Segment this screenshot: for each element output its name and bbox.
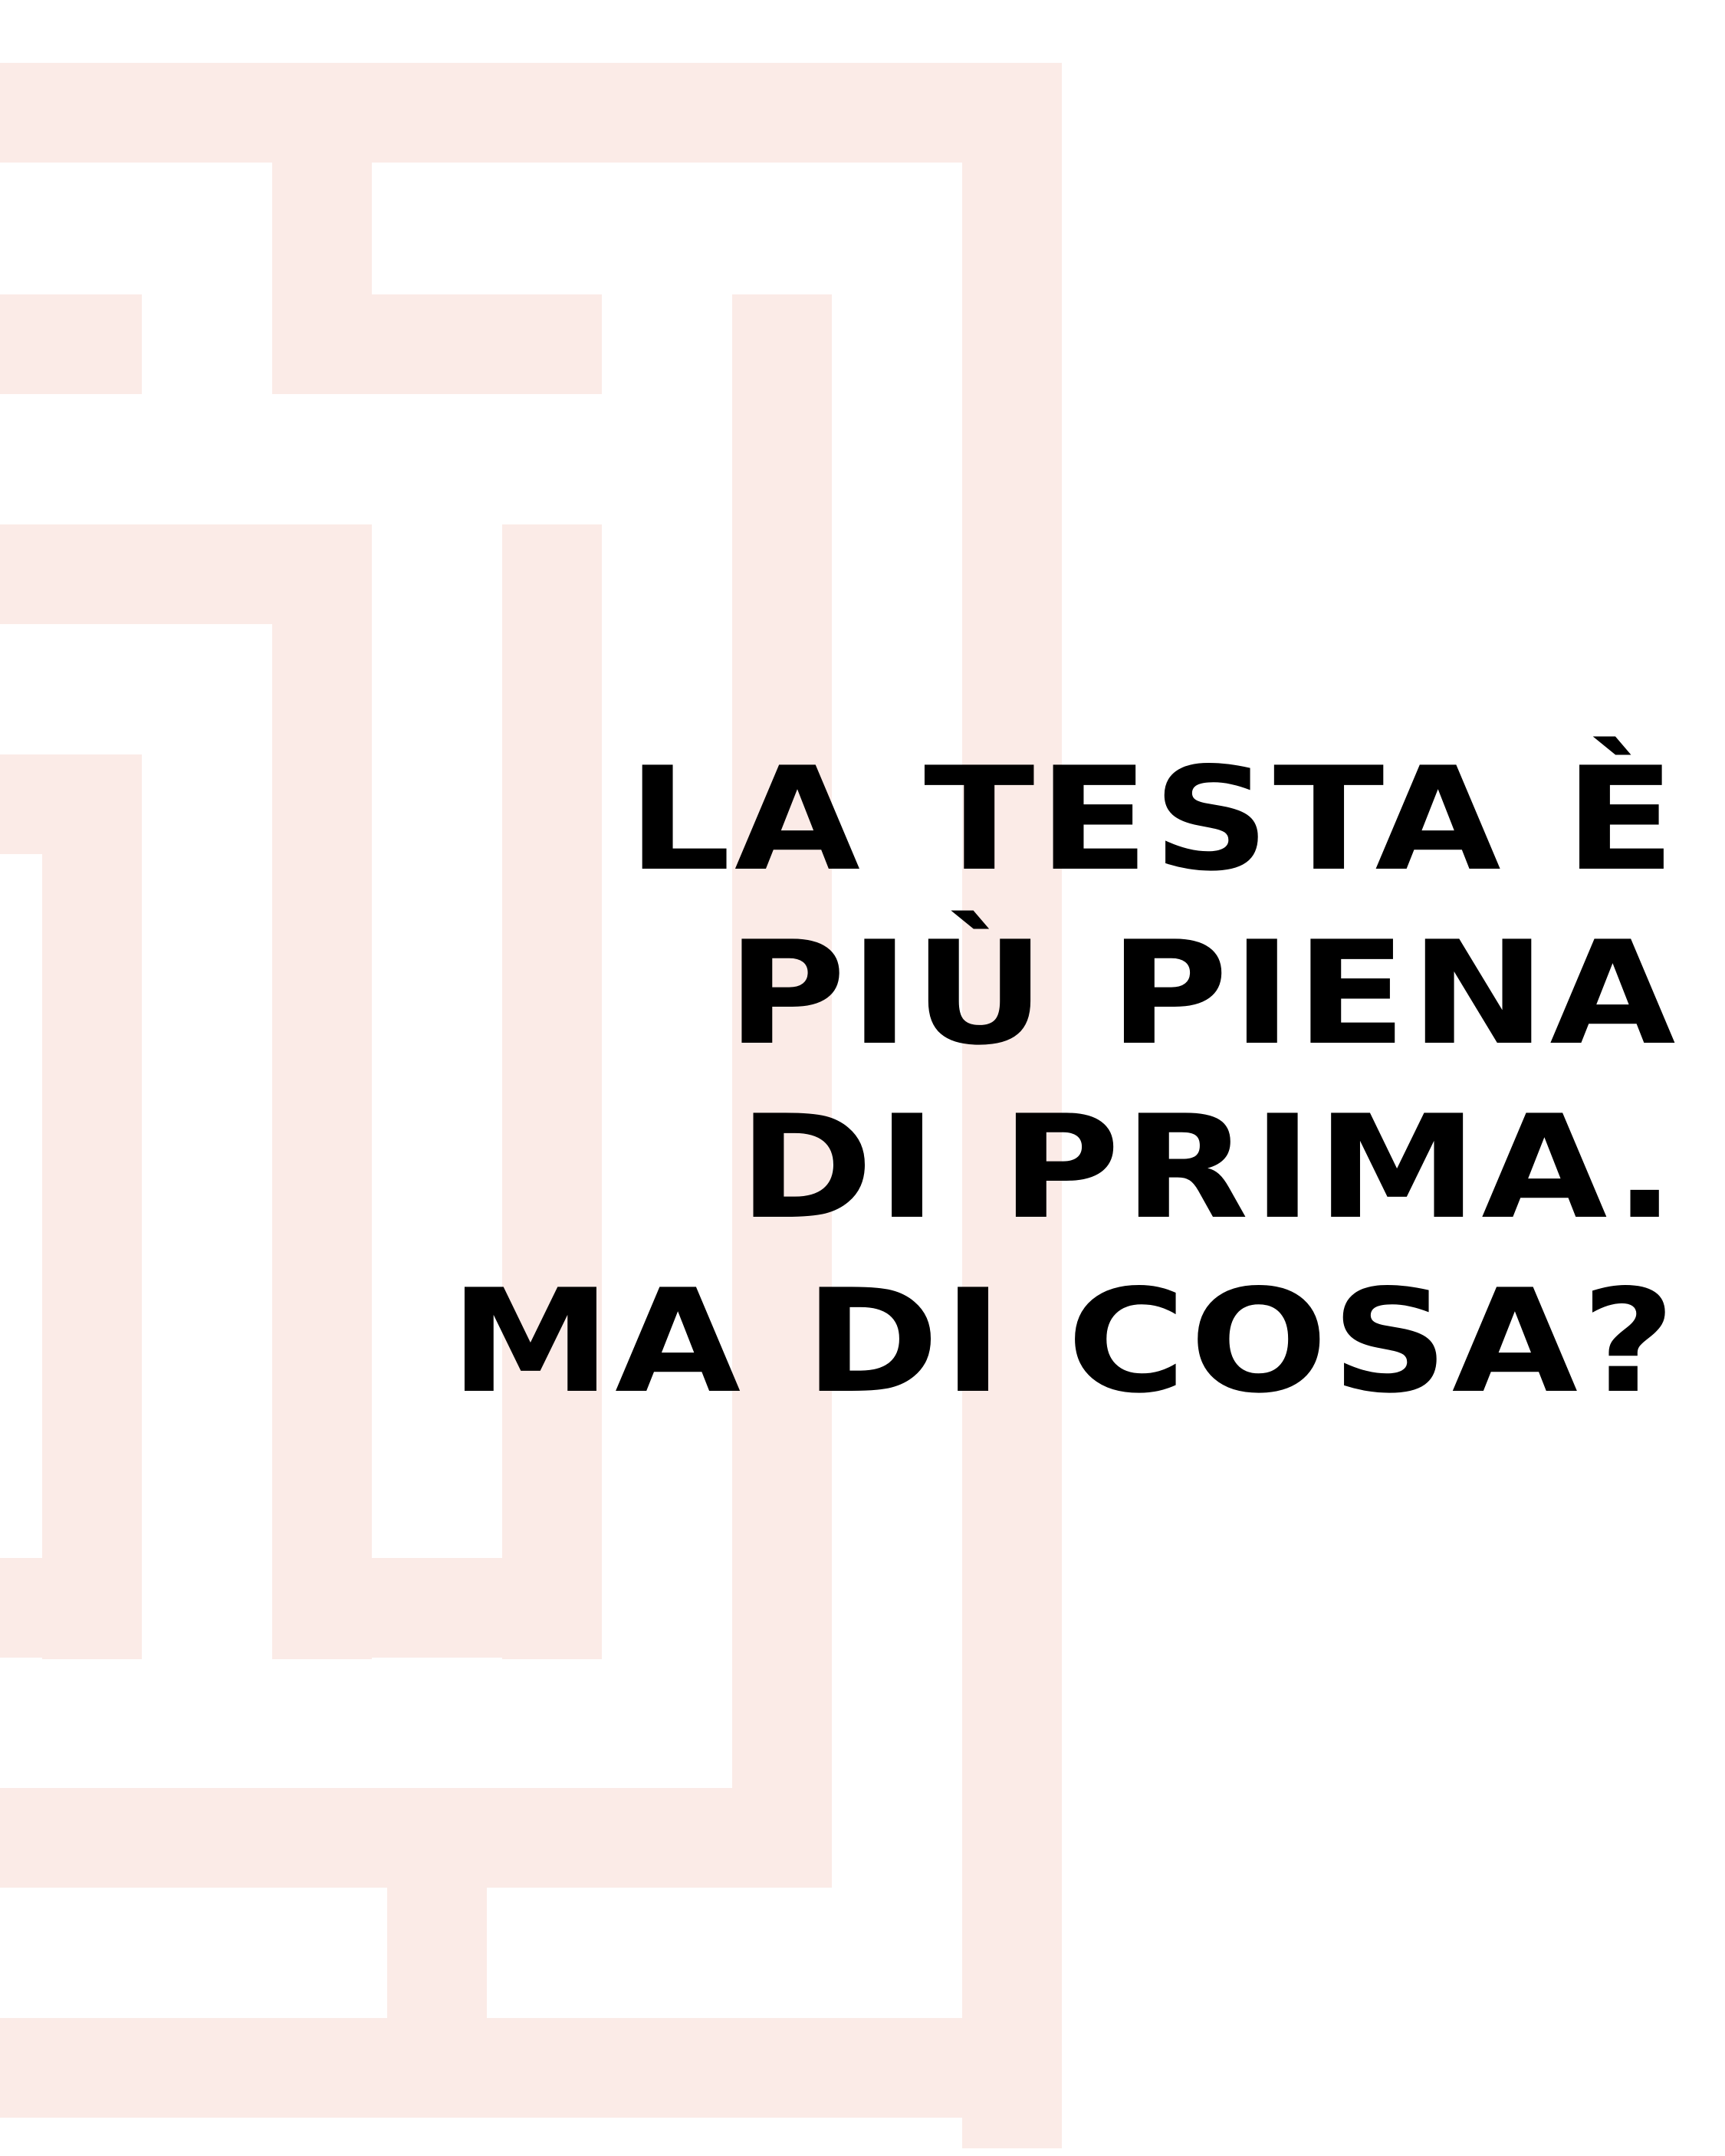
headline-line-4: MA DI COSA? xyxy=(449,1258,1679,1425)
maze-wall xyxy=(272,294,602,394)
maze-wall xyxy=(0,63,1062,163)
maze-wall xyxy=(387,1788,487,2018)
headline-line-1: LA TESTA È xyxy=(627,736,1679,902)
maze-wall xyxy=(272,1558,602,1658)
maze-wall xyxy=(0,1558,142,1658)
maze-wall xyxy=(0,2018,1062,2118)
headline-line-3: DI PRIMA. xyxy=(738,1084,1679,1251)
headline xyxy=(185,732,1679,1428)
maze-wall xyxy=(42,754,142,1659)
maze-wall xyxy=(0,294,142,394)
headline-line-2: PIÙ PIENA xyxy=(726,910,1679,1076)
